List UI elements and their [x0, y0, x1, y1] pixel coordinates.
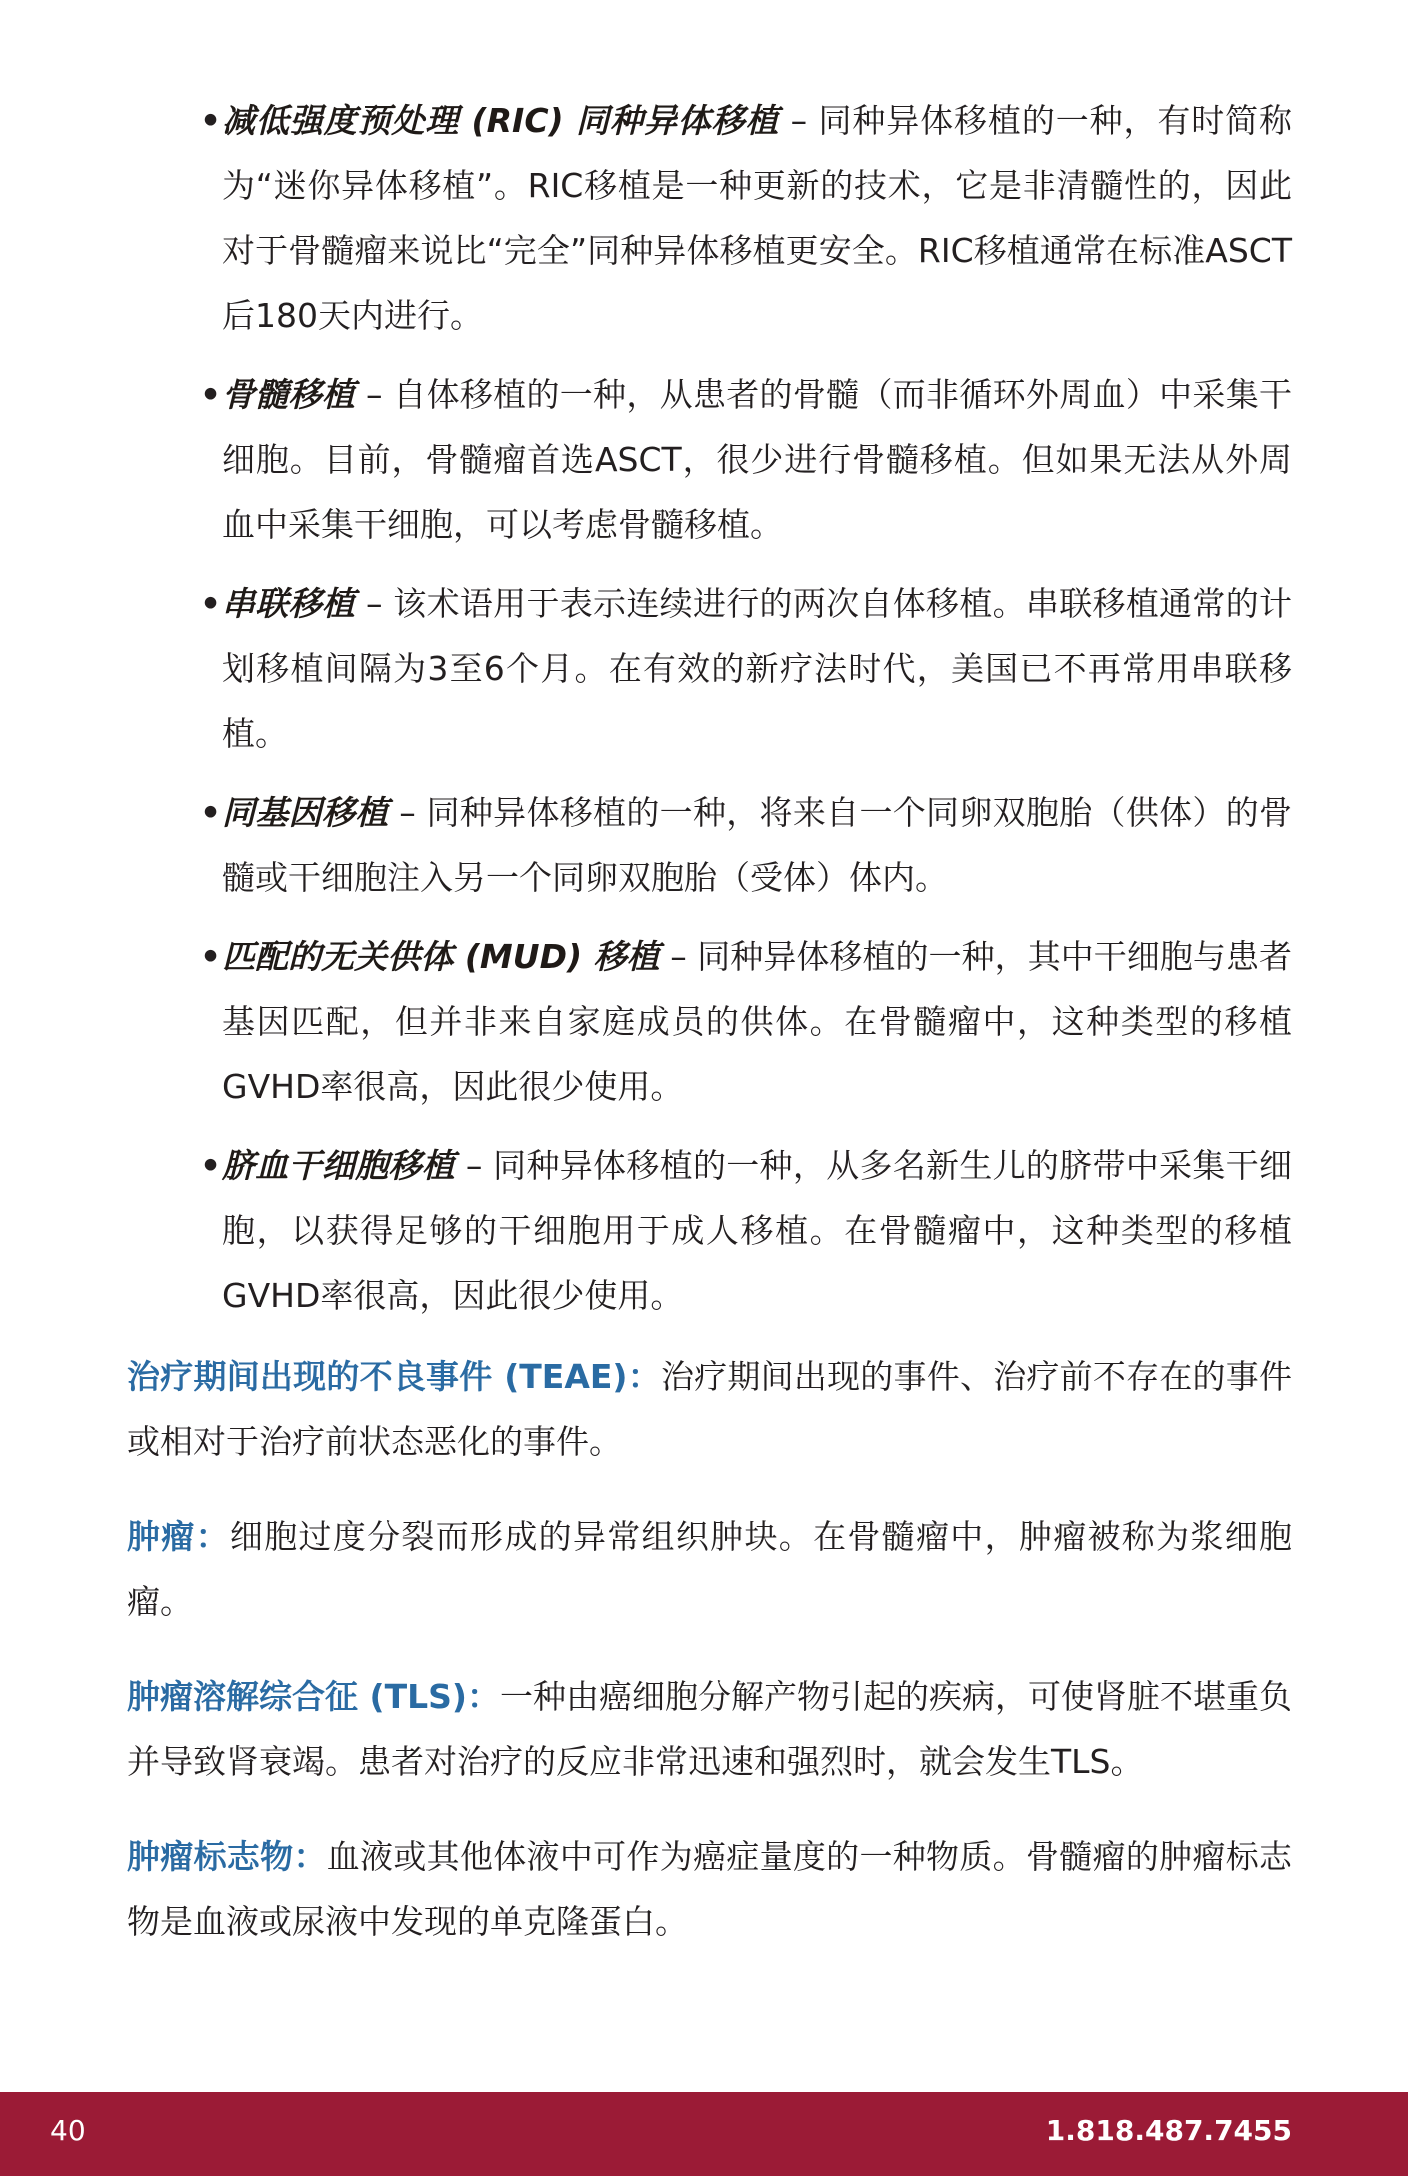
bullet-dot-icon: •: [200, 1146, 222, 1185]
glossary-term: 治疗期间出现的不良事件 (TEAE)：: [127, 1357, 661, 1396]
glossary-definition: 细胞过度分裂而形成的异常组织肿块。在骨髓瘤中，肿瘤被称为浆细胞瘤。: [127, 1517, 1293, 1621]
bullet-term: 串联移植: [222, 584, 356, 623]
glossary-term: 肿瘤：: [127, 1517, 230, 1556]
glossary-entry-tls: [127, 1664, 1292, 1794]
list-item: [200, 1133, 1293, 1328]
bullet-dot-icon: •: [200, 793, 222, 832]
glossary-entry-tumor-marker: [127, 1824, 1292, 1954]
bullet-text: – 同种异体移植的一种，将来自一个同卵双胞胎（供体）的骨髓或干细胞注入另一个同卵双胞胎（受体）体内。: [222, 793, 1293, 897]
glossary-entry-tumor: [127, 1504, 1292, 1634]
bullet-text: – 同种异体移植的一种，其中干细胞与患者基因匹配，但并非来自家庭成员的供体。在骨髓瘤中，这种类型的移植GVHD率很高，因此很少使用。: [222, 937, 1293, 1106]
bullet-text: – 自体移植的一种，从患者的骨髓（而非循环外周血）中采集干细胞。目前，骨髓瘤首选ASCT，很少进行骨髓移植。但如果无法从外周血中采集干细胞，可以考虑骨髓移植。: [222, 375, 1293, 544]
glossary-term: 肿瘤溶解综合征 (TLS)：: [127, 1677, 500, 1716]
bullet-dot-icon: •: [200, 375, 222, 414]
bullet-text: – 同种异体移植的一种，从多名新生儿的脐带中采集干细胞，以获得足够的干细胞用于成人移植。在骨髓瘤中，这种类型的移植GVHD率很高，因此很少使用。: [222, 1146, 1293, 1315]
bullet-term: 匹配的无关供体 (MUD) 移植: [222, 937, 660, 976]
page-footer: [0, 2092, 1408, 2176]
glossary-entry-teae: [127, 1344, 1292, 1474]
glossary-definition: 一种由癌细胞分解产物引起的疾病，可使肾脏不堪重负并导致肾衰竭。患者对治疗的反应非常迅速和强烈时，就会发生TLS。: [127, 1677, 1292, 1781]
phone-number: 1.818.487.7455: [1045, 2114, 1292, 2147]
page-number: 40: [50, 2114, 86, 2147]
glossary-definition: 血液或其他体液中可作为癌症量度的一种物质。骨髓瘤的肿瘤标志物是血液或尿液中发现的单克隆蛋白。: [127, 1837, 1293, 1941]
bullet-text: – 同种异体移植的一种，有时简称为“迷你异体移植”。RIC移植是一种更新的技术，它是非清髓性的，因此对于骨髓瘤来说比“完全”同种异体移植更安全。RIC移植通常在标准ASCT后180天内进行。: [222, 101, 1292, 335]
glossary-term: 肿瘤标志物：: [127, 1837, 327, 1876]
bullet-term: 同基因移植: [222, 793, 389, 832]
bullet-dot-icon: •: [200, 101, 222, 140]
bullet-term: 减低强度预处理 (RIC) 同种异体移植: [222, 101, 780, 140]
bullet-dot-icon: •: [200, 937, 222, 976]
bullet-text: – 该术语用于表示连续进行的两次自体移植。串联移植通常的计划移植间隔为3至6个月。在有效的新疗法时代，美国已不再常用串联移植。: [222, 584, 1293, 753]
bullet-term: 脐血干细胞移植: [222, 1146, 456, 1185]
list-item: [200, 362, 1293, 557]
list-item: [200, 924, 1293, 1119]
bullet-term: 骨髓移植: [222, 375, 356, 414]
list-item: [200, 571, 1293, 766]
page-content: [127, 88, 1292, 1984]
glossary-definition: 治疗期间出现的事件、治疗前不存在的事件或相对于治疗前状态恶化的事件。: [127, 1357, 1293, 1461]
transplant-types-list: [200, 88, 1293, 1328]
bullet-dot-icon: •: [200, 584, 222, 623]
list-item: [200, 88, 1292, 348]
list-item: [200, 780, 1293, 910]
